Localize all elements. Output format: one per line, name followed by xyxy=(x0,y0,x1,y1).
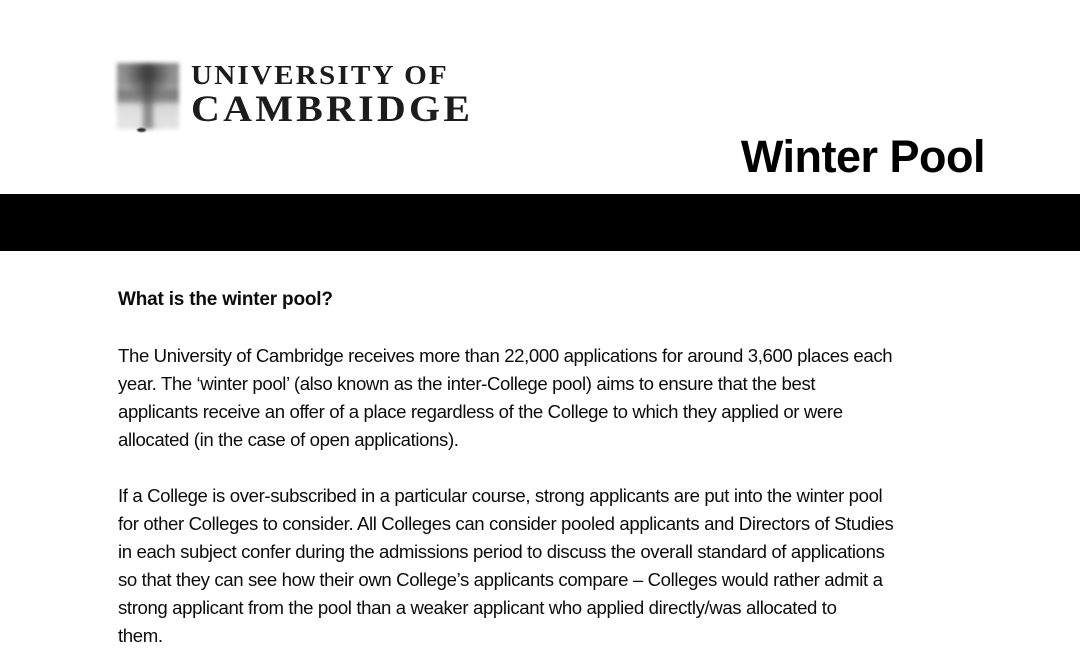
paragraph-line: allocated (in the case of open applications). xyxy=(118,429,459,450)
paragraph-line: If a College is over-subscribed in a particular course, strong applicants are put into the winter pool xyxy=(118,485,883,506)
logo-wordmark-line2: CAMBRIDGE xyxy=(191,89,474,130)
paragraph-line: applicants receive an offer of a place regardless of the College to which they applied or were xyxy=(118,401,843,422)
paragraph-line: so that they can see how their own College’s applicants compare – Colleges would rather admit a xyxy=(118,569,883,590)
section-heading: What is the winter pool? xyxy=(118,289,333,310)
paragraphs xyxy=(118,342,998,650)
paragraph-line: strong applicant from the pool than a weaker applicant who applied directly/was allocated to xyxy=(118,597,837,618)
paragraph-line: year. The ‘winter pool’ (also known as the inter-College pool) aims to ensure that the best xyxy=(118,373,816,394)
paragraph-line: them. xyxy=(118,625,163,646)
cambridge-shield-icon xyxy=(117,63,179,129)
paragraph-line: for other Colleges to consider. All Colleges can consider pooled applicants and Directors of Studies xyxy=(118,513,894,534)
paragraph xyxy=(118,342,998,454)
paragraph-line: in each subject confer during the admissions period to discuss the overall standard of applications xyxy=(118,541,885,562)
paragraph-line: The University of Cambridge receives more than 22,000 applications for around 3,600 places each xyxy=(118,345,893,366)
logo-wordmark xyxy=(191,59,473,129)
paragraph xyxy=(118,482,998,650)
document-body xyxy=(118,286,998,650)
shield-pendant-mark xyxy=(137,128,146,132)
logo-wordmark-line1: UNIVERSITY OF xyxy=(191,60,449,90)
header-divider-bar xyxy=(0,194,1080,251)
page-title: Winter Pool xyxy=(740,131,985,182)
